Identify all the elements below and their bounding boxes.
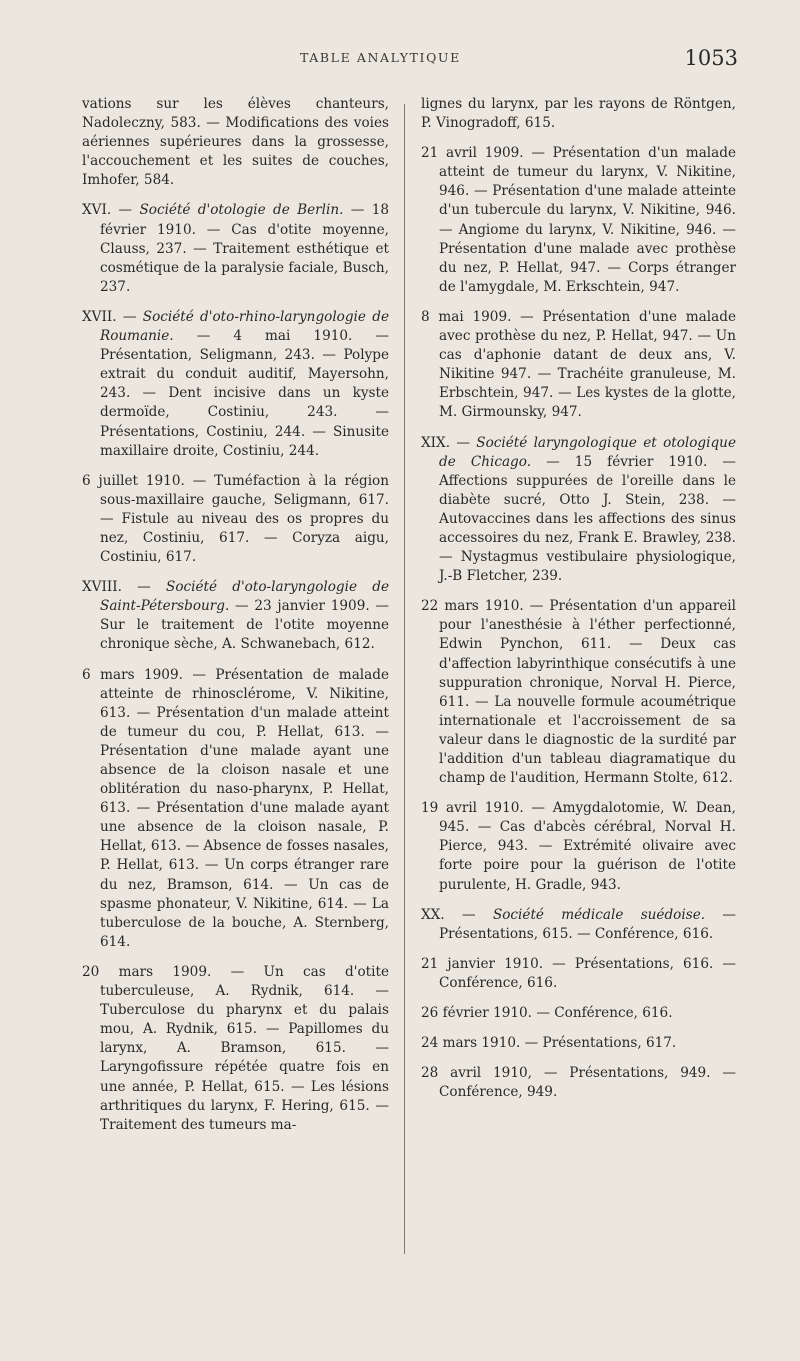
section-entry [421,906,736,944]
section-number: XVII. — [82,308,143,325]
dated-entry: 8 mai 1909. — Présentation d'une malade avec prothèse du nez, P. Hellat, 947. — Un cas d'aphonie datant de deux ans, V. Nikitine 947. — Trachéite granuleuse, M. Erbschtein, 947. — Les kystes de la glotte, M. Girmounsky, 947. [421,308,736,421]
dated-entry: 6 juillet 1910. — Tuméfaction à la région sous-maxillaire gauche, Seligmann, 617. — Fistule au niveau des os propres du nez, Costiniu, 617. — Coryza aigu, Costiniu, 617. [82,472,389,566]
section-title: Société d'oto-rhino-laryngologie de Roumanie. [100,308,389,345]
dated-entry: 22 mars 1910. — Présentation d'un appareil pour l'anesthésie à l'éther perfectionné, Edwin Pynchon, 611. — Deux cas d'affection labyrinthique consécutifs à une suppuration chronique, Norval H. Pierce, 611. — La nouvelle formule acoumétrique internationale et l'accroissement de sa valeur dans le diagnostic de la surdité par l'addition d'un tableau diagramatique du champ de l'audition, Hermann Stolte, 612. [421,598,736,787]
right-column [421,95,736,1113]
section-number: XX. — [421,906,493,923]
continued-entry: vations sur les élèves chanteurs, Nadoleczny, 583. — Modifications des voies aériennes supérieures dans la grossesse, l'accouchement et les suites de couches, Imhofer, 584. [82,96,389,189]
section-title: Société d'otologie de Berlin. [139,202,344,219]
dated-entry: 26 février 1910. — Conférence, 616. [421,1005,673,1022]
dated-entry: 21 janvier 1910. — Présentations, 616. — Conférence, 616. [421,955,736,991]
section-entry [82,578,389,654]
section-text: — 15 février 1910. — Affections suppurées de l'oreille dans le diabète sucré, Otto J. Stein, 238. — Autovaccines dans les affections des sinus accessoires du nez, Frank E. Brawley, 238. — Nystagmus vestibulaire physiologique, J.-B Fletcher, 239. [439,453,736,585]
running-title: TABLE ANALYTIQUE [300,50,461,65]
left-column [82,95,389,1146]
section-entry [82,308,389,461]
column-divider [404,104,405,1254]
section-number: XVIII. — [82,579,166,596]
section-title: Société médicale suédoise. [492,906,706,923]
dated-entry: 6 mars 1909. — Présentation de malade atteinte de rhinosclérome, V. Nikitine, 613. — Présentation d'un malade atteint de tumeur du cou, P. Hellat, 613. — Présentation d'une malade ayant une absence de la cloison nasale et une oblitération du naso-pharynx, P. Hellat, 613. — Présentation d'une malade ayant une absence de la cloison nasale, P. Hellat, 613. — Absence de fosses nasales, P. Hellat, 613. — Un corps étranger rare du nez, Bramson, 614. — Un cas de spasme phonateur, V. Nikitine, 614. — La tuberculose de la bouche, A. Sternberg, 614. [82,666,389,950]
section-number: XIX. — [421,434,477,451]
continued-entry: lignes du larynx, par les rayons de Röntgen, P. Vinogradoff, 615. [421,96,736,132]
section-text: — 23 janvier 1909. — Sur le traitement de l'otite moyenne chronique sèche, A. Schwanebach, 612. [100,598,389,653]
section-title: Société d'oto-laryngologie de Saint-Pétersbourg. [100,579,389,615]
dated-entry: 21 avril 1909. — Présentation d'un malade atteint de tumeur du larynx, V. Nikitine, 946. — Présentation d'une malade atteinte d'un tubercule du larynx, V. Nikitine, 946. — Angiome du larynx, V. Nikitine, 946. — Présentation d'une malade avec prothèse du nez, P. Hellat, 947. — Corps étranger de l'amygdale, M. Erkschtein, 947. [421,145,736,295]
section-entry [421,434,736,587]
section-text: — 18 février 1910. — Cas d'otite moyenne, Clauss, 237. — Traitement esthétique et cosmétique de la paralysie faciale, Busch, 237. [100,202,389,295]
section-title: Société laryngologique et otologique de Chicago. [439,434,736,470]
dated-entry: 24 mars 1910. — Présentations, 617. [421,1035,677,1052]
section-entry [82,201,389,296]
dated-entry: 28 avril 1910, — Présentations, 949. — Conférence, 949. [421,1065,736,1101]
section-text: — Présentations, 615. — Conférence, 616. [439,906,736,942]
page-number: 1053 [684,46,738,70]
section-text: — 4 mai 1910. — Présentation, Seligmann, 243. — Polype extrait du conduit auditif, Mayersohn, 243. — Dent incisive dans un kyste dermoïde, Costiniu, 243. — Présentations, Costiniu, 244. — Sinusite maxillaire droite, Costiniu, 244. [100,328,389,459]
dated-entry: 20 mars 1909. — Un cas d'otite tuberculeuse, A. Rydnik, 614. — Tuberculose du pharynx et du palais mou, A. Rydnik, 615. — Papillomes du larynx, A. Bramson, 615. — Laryngofissure répétée quatre fois en une année, P. Hellat, 615. — Les lésions arthritiques du larynx, F. Hering, 615. — Traitement des tumeurs ma- [82,963,389,1133]
dated-entry: 19 avril 1910. — Amygdalotomie, W. Dean, 945. — Cas d'abcès cérébral, Norval H. Pierce, 943. — Extrémité olivaire avec forte poire pour la guérison de l'otite purulente, H. Gradle, 943. [421,800,736,893]
section-number: XVI. — [82,202,140,219]
